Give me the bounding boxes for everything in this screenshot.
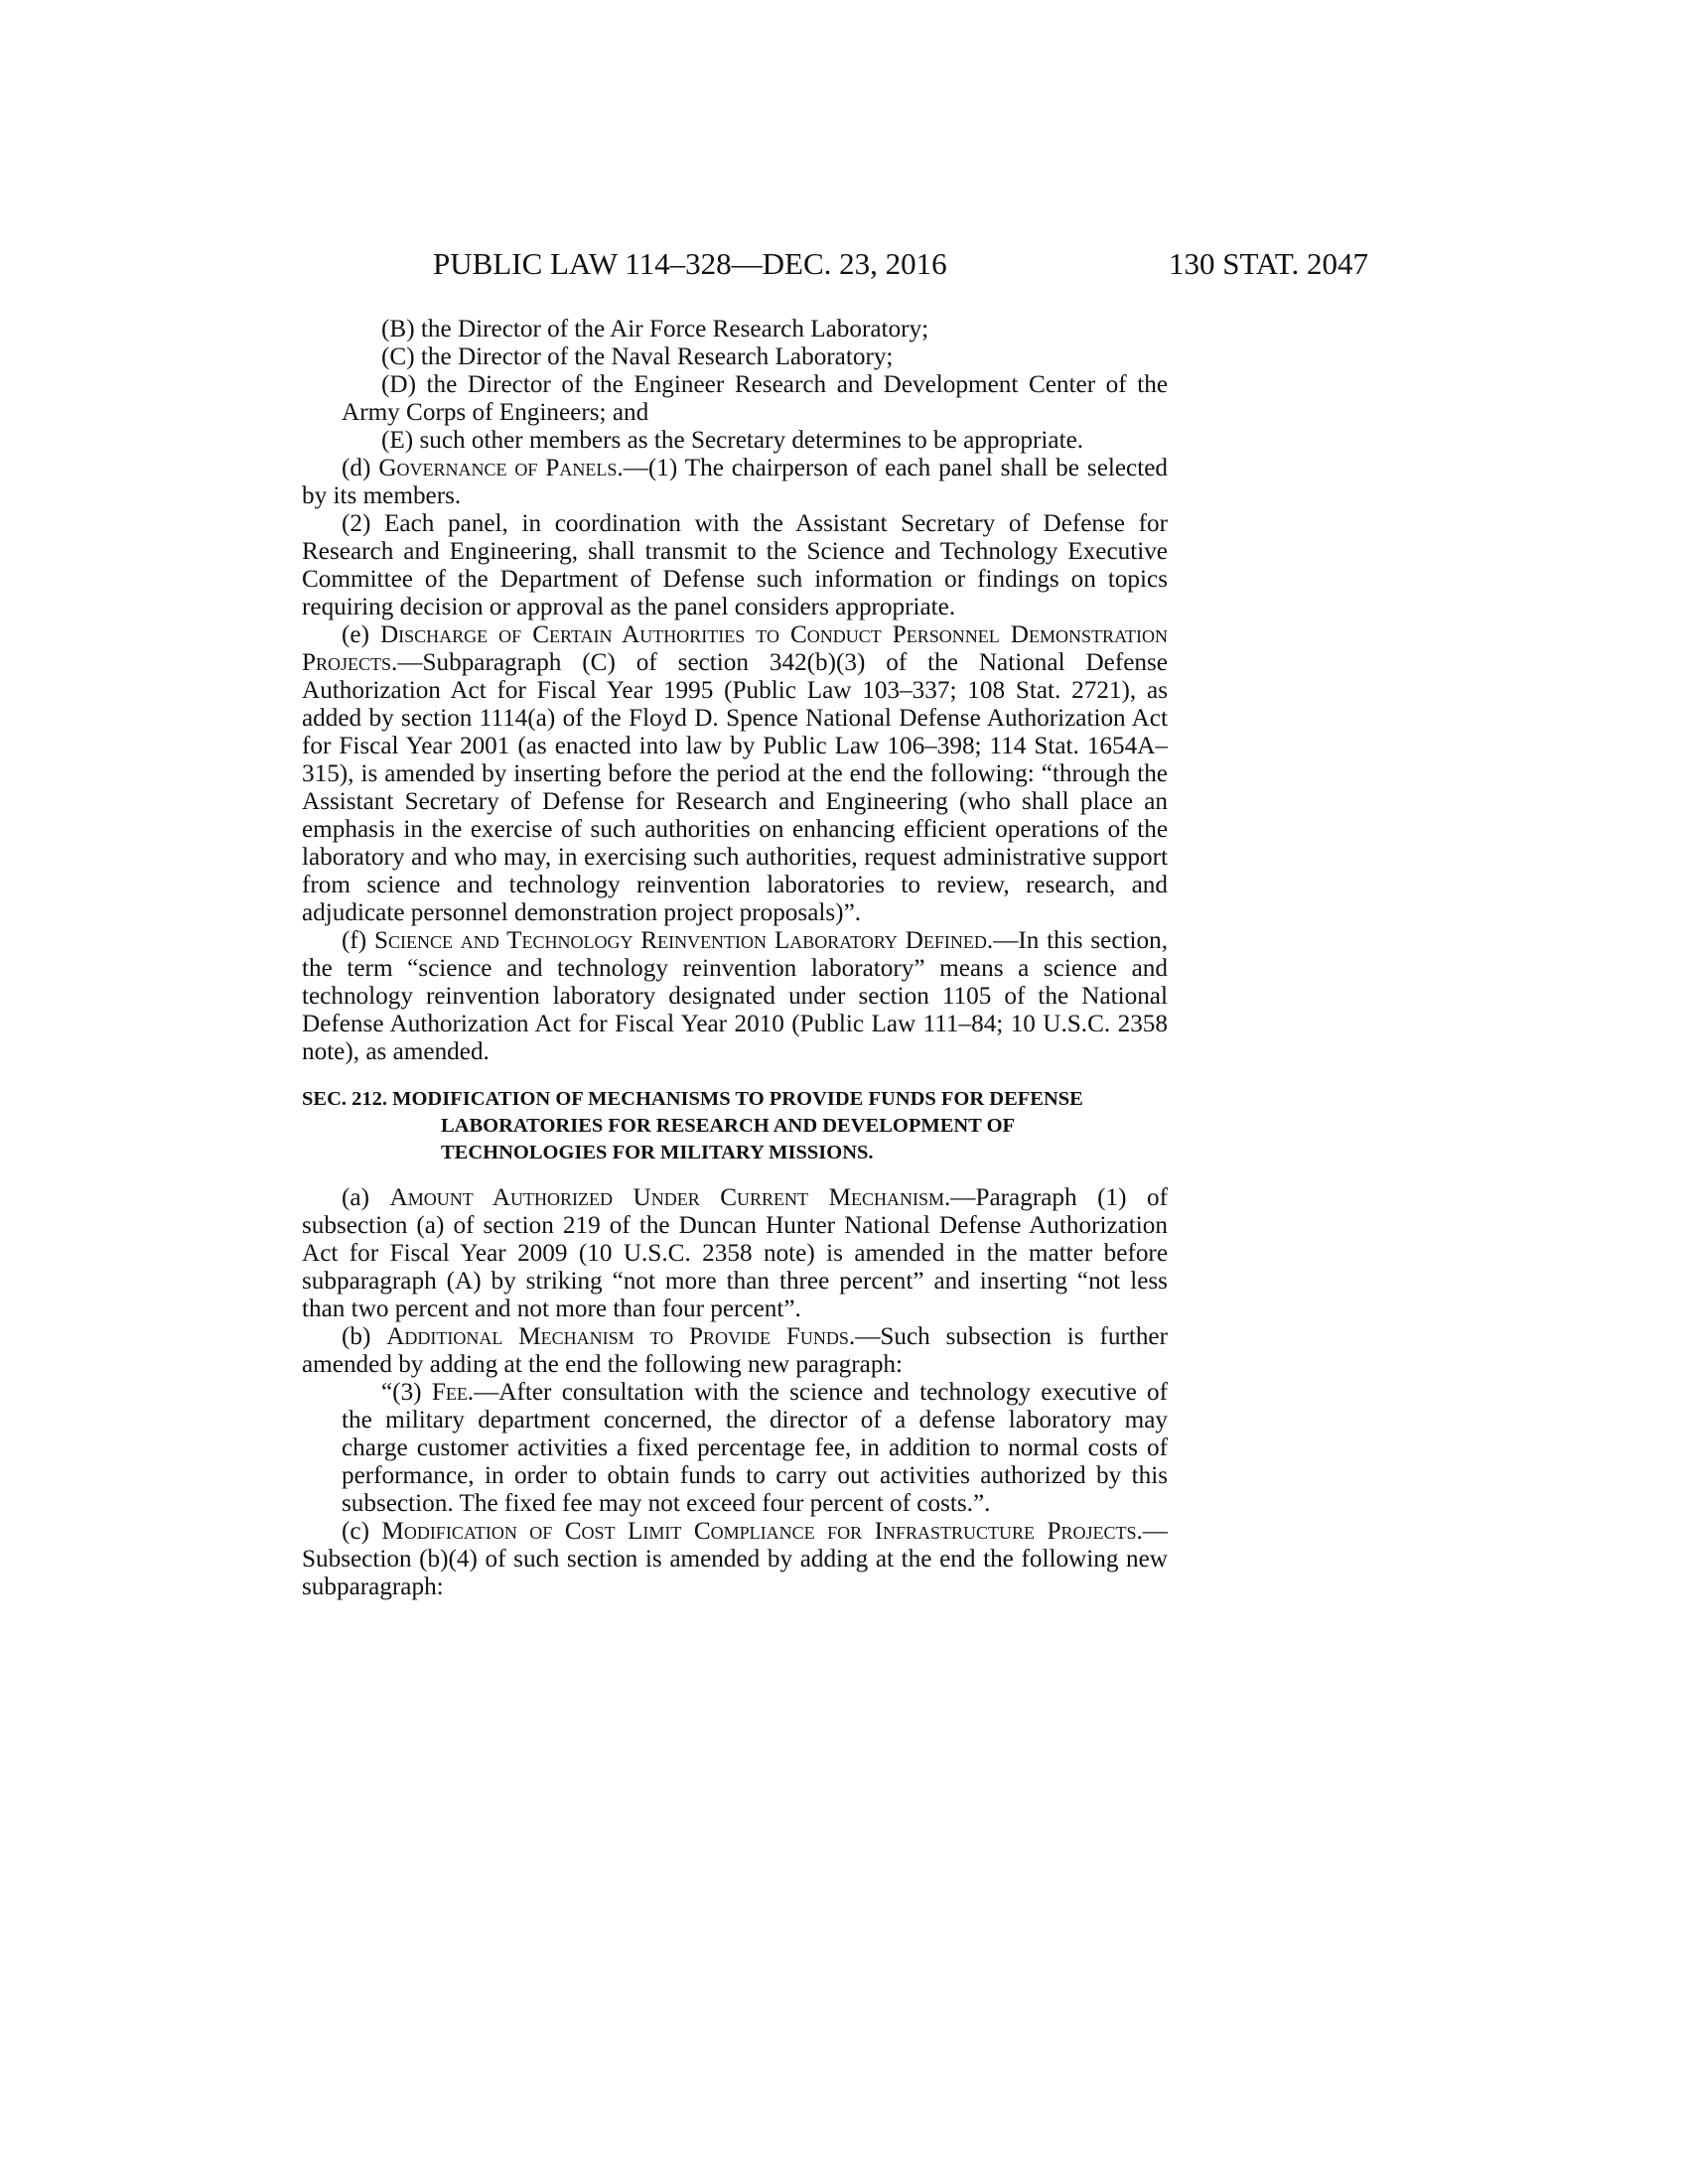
running-head: PUBLIC LAW 114–328—DEC. 23, 2016 (433, 246, 947, 281)
subsection-d-heading: Governance of Panels. (378, 455, 624, 481)
section-212-subsection-a (302, 1184, 1168, 1323)
document-body (302, 316, 1168, 1601)
quote-text: —After consultation with the science and technology executive of the military department concerned, the director of a defense laboratory may charge customer activities a fixed percentage fee, in addition to normal costs of performance, in order to obtain funds to carry out activities authorized by this subsection. The fixed fee may not exceed four percent of costs.”. (342, 1379, 1168, 1517)
page-header (433, 246, 1368, 286)
section-212-heading: SEC. 212. MODIFICATION OF MECHANISMS TO PROVIDE FUNDS FOR DEFENSE LABORATORIES FOR RESEARCH AND DEVELOPMENT OF TECHNOLOGIES FOR MILITARY MISSIONS. (302, 1088, 1083, 1163)
paragraph-item-b: (B) the Director of the Air Force Research Laboratory; (381, 316, 929, 342)
paragraph-item-d: (D) the Director of the Engineer Research and Development Center of the Army Corps of Engineers; and (342, 371, 1168, 426)
subsection-d (302, 455, 1168, 510)
quoted-paragraph-fee (342, 1379, 1168, 1518)
page-number: 130 STAT. 2047 (1168, 246, 1368, 281)
section-212-subsection-b (302, 1323, 1168, 1379)
subsection-f-prefix: (f) (342, 927, 374, 954)
subsection-d-prefix: (d) (342, 455, 379, 481)
s212-c-heading: Modification of Cost Limit Compliance for Infrastructure Projects. (381, 1518, 1143, 1545)
subsection-f-heading: Science and Technology Reinvention Laboratory Defined. (373, 927, 994, 954)
subsection-d-text: —(1) The chairperson of each panel shall be selected by its members. (302, 455, 1169, 509)
quote-heading: Fee. (431, 1379, 475, 1406)
paragraph-item-e: (E) such other members as the Secretary determines to be appropriate. (381, 427, 1084, 454)
quote-prefix: “(3) (381, 1379, 432, 1406)
paragraph-item-c: (C) the Director of the Naval Research Laboratory; (381, 343, 894, 370)
subsection-e-prefix: (e) (342, 621, 380, 648)
s212-a-text: —Paragraph (1) of subsection (a) of section 219 of the Duncan Hunter National Defense Authorization Act for Fiscal Year 2009 (10 U.S.C. 2358 note) is amended in the matter before subparagraph (A) by striking “not more than three percent” and inserting “not less than two percent and not more than four percent”. (302, 1184, 1168, 1322)
subsection-e-heading: Discharge of Certain Authorities to Conduct Personnel Demonstration Projects. (302, 621, 1168, 676)
s212-c-prefix: (c) (342, 1518, 382, 1545)
subsection-f (302, 927, 1168, 1066)
s212-b-heading: Additional Mechanism to Provide Funds. (386, 1323, 856, 1350)
subsection-f-text: —In this section, the term “science and technology reinvention laboratory” means a science and technology reinvention laboratory designated under section 1105 of the National Defense Authorization Act for Fiscal Year 2010 (Public Law 111–84; 10 U.S.C. 2358 note), as amended. (302, 927, 1168, 1065)
s212-b-prefix: (b) (342, 1323, 387, 1350)
s212-a-heading: Amount Authorized Under Current Mechanism. (389, 1184, 951, 1211)
subsection-e-text: —Subparagraph (C) of section 342(b)(3) of the National Defense Authorization Act for Fiscal Year 1995 (Public Law 103–337; 108 Stat. 2721), as added by section 1114(a) of the Floyd D. Spence National Defense Authorization Act for Fiscal Year 2001 (as enacted into law by Public Law 106–398; 114 Stat. 1654A–315), is amended by inserting before the period at the end the following: “through the Assistant Secretary of Defense for Research and Engineering (who shall place an emphasis in the exercise of such authorities on enhancing efficient operations of the laboratory and who may, in exercising such authorities, request administrative support from science and technology reinvention laboratories to review, research, and adjudicate personnel demonstration project proposals)”. (302, 649, 1168, 926)
s212-b-text: —Such subsection is further amended by adding at the end the following new paragraph: (302, 1323, 1168, 1378)
subsection-e (302, 621, 1168, 927)
section-212-subsection-c (302, 1518, 1168, 1601)
s212-a-prefix: (a) (342, 1184, 390, 1211)
s212-c-text: —Subsection (b)(4) of such section is amended by adding at the end the following new subparagraph: (302, 1518, 1168, 1600)
subsection-d-paragraph-2: (2) Each panel, in coordination with the Assistant Secretary of Defense for Research and Engineering, shall transmit to the Science and Technology Executive Committee of the Department of Defense such information or findings on topics requiring decision or approval as the panel considers appropriate. (302, 510, 1168, 620)
